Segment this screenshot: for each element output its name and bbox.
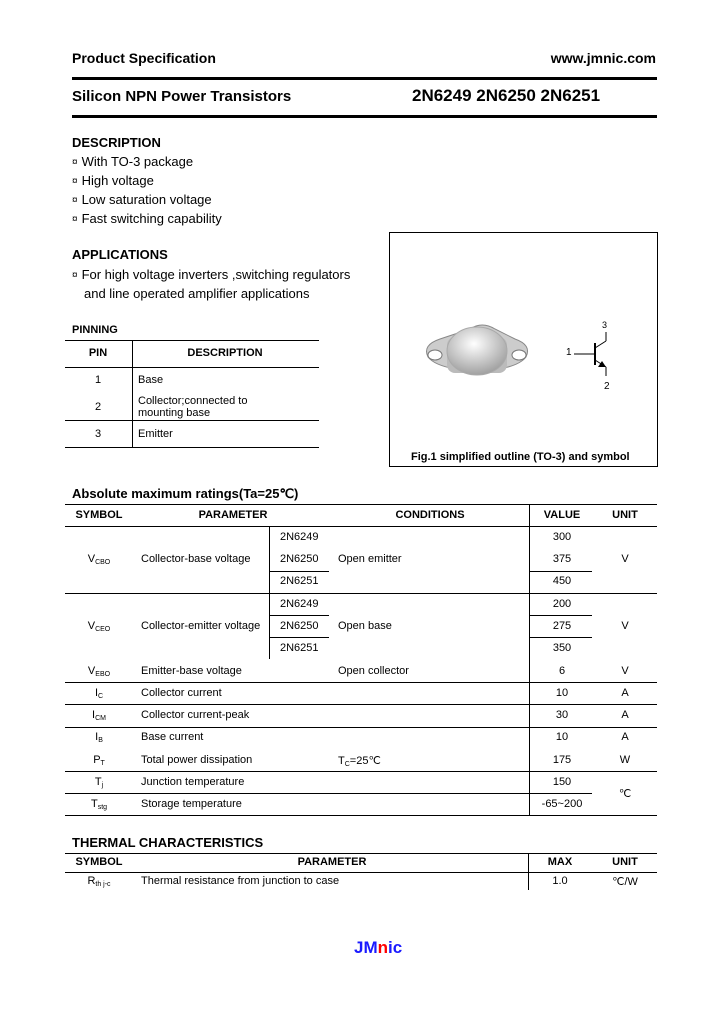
row-rule: [65, 593, 657, 594]
col-unit: UNIT: [612, 509, 638, 521]
figure-caption: Fig.1 simplified outline (TO-3) and symbol: [411, 451, 630, 463]
pin-table-divider: [132, 340, 133, 447]
value-rule: [529, 637, 592, 638]
row-rule: [65, 771, 657, 772]
col-parameter: PARAMETER: [198, 509, 268, 521]
value: -65~200: [541, 798, 583, 810]
pinning-heading: PINNING: [72, 324, 118, 336]
col-symbol: SYMBOL: [75, 509, 123, 521]
param: Storage temperature: [141, 798, 242, 810]
model: 2N6249: [280, 531, 319, 543]
value: 30: [555, 709, 569, 721]
description-item: ¤ High voltage: [72, 173, 154, 188]
pin-table-bottom: [65, 447, 319, 448]
param: Collector-base voltage: [141, 553, 251, 565]
product-spec-label: Product Specification: [72, 50, 216, 66]
logo-j: J: [354, 938, 364, 957]
param: Total power dissipation: [141, 754, 253, 766]
symbol-vcbo: $V_{CBO}$: [87, 553, 111, 566]
pin-table-top: [65, 340, 319, 341]
thermal-col-symbol: SYMBOL: [75, 856, 123, 868]
value: 6: [558, 665, 566, 677]
param: Thermal resistance from junction to case: [141, 875, 340, 887]
value: 375: [552, 553, 572, 565]
pin-number: 2: [94, 401, 102, 413]
condition: Open collector: [338, 665, 409, 677]
symbol-ib: $I_B$: [95, 731, 103, 744]
product-title: Silicon NPN Power Transistors: [72, 88, 292, 105]
model: 2N6250: [280, 620, 319, 632]
ratings-heading: Absolute maximum ratings(Ta=25℃): [72, 486, 299, 501]
param: Collector current: [141, 687, 222, 699]
logo-ic: ic: [388, 938, 403, 957]
pin-col-header: PIN: [88, 347, 108, 359]
value-rule: [529, 571, 592, 572]
description-item: ¤ With TO-3 package: [72, 154, 193, 169]
model-rule: [269, 571, 329, 572]
header-rule: [72, 77, 657, 80]
value: 300: [552, 531, 572, 543]
model: 2N6251: [280, 575, 319, 587]
row-rule: [65, 727, 657, 728]
value: 350: [552, 642, 572, 654]
col-value: VALUE: [543, 509, 581, 521]
condition: Open emitter: [338, 553, 402, 565]
pin-number: 3: [94, 428, 102, 440]
ratings-top-rule: [65, 504, 657, 505]
website-link[interactable]: www.jmnic.com: [550, 50, 656, 66]
model-rule: [269, 615, 329, 616]
unit: V: [621, 620, 629, 632]
applications-item: ¤ For high voltage inverters ,switching regulators: [72, 267, 350, 282]
condition: $T_C=25℃$: [338, 755, 381, 768]
pin-header-rule: [65, 367, 319, 368]
unit: W: [619, 754, 631, 766]
value: 275: [552, 620, 572, 632]
pin-desc-col-header: DESCRIPTION: [187, 347, 263, 359]
param: Junction temperature: [141, 776, 245, 788]
value: 10: [555, 687, 569, 699]
figure-box: [389, 232, 658, 467]
value: 10: [555, 731, 569, 743]
symbol-rth: $R_{th j-c}$: [87, 875, 111, 888]
applications-heading: APPLICATIONS: [72, 247, 168, 262]
value: 1.0: [552, 875, 568, 887]
symbol-vceo: $V_{CEO}$: [87, 620, 111, 633]
col-conditions: CONDITIONS: [395, 509, 465, 521]
applications-item-cont: and line operated amplifier applications: [84, 286, 310, 301]
logo-n: n: [377, 938, 389, 957]
ratings-header-rule: [65, 526, 657, 527]
thermal-col-parameter: PARAMETER: [297, 856, 367, 868]
unit: V: [621, 553, 629, 565]
unit: ℃: [618, 788, 632, 800]
model: 2N6251: [280, 642, 319, 654]
param: Emitter-base voltage: [141, 665, 242, 677]
unit: A: [621, 731, 629, 743]
value: 175: [552, 754, 572, 766]
model-rule: [269, 637, 329, 638]
thermal-heading: THERMAL CHARACTERISTICS: [72, 835, 264, 850]
pin-desc: Collector;connected to: [138, 395, 248, 407]
thermal-col-max: MAX: [547, 856, 573, 868]
description-item: ¤ Fast switching capability: [72, 211, 222, 226]
thermal-header-rule: [65, 872, 657, 873]
row-rule: [65, 682, 657, 683]
pin1-label: 1: [566, 347, 572, 358]
pin-row-rule: [65, 420, 319, 421]
row-rule: [65, 793, 592, 794]
pin-number: 1: [94, 374, 102, 386]
param: Base current: [141, 731, 204, 743]
symbol-pt: $P_T$: [93, 754, 105, 767]
row-rule: [65, 704, 657, 705]
value: 200: [552, 598, 572, 610]
description-item: ¤ Low saturation voltage: [72, 192, 212, 207]
pin2-label: 2: [604, 381, 610, 392]
symbol-tstg: $T_{stg}$: [90, 798, 108, 811]
pin-desc-cont: mounting base: [138, 407, 211, 419]
thermal-col-divider: [528, 853, 529, 890]
condition: Open base: [338, 620, 392, 632]
description-heading: DESCRIPTION: [72, 135, 161, 150]
pin-desc: Emitter: [138, 428, 173, 440]
pin-desc: Base: [138, 374, 164, 386]
symbol-icm: $I_{CM}$: [92, 709, 106, 722]
logo-m: M: [363, 938, 378, 957]
symbol-vebo: $V_{EBO}$: [87, 665, 111, 678]
param: Collector-emitter voltage: [141, 620, 261, 632]
jmnic-logo: [354, 938, 402, 958]
param: Collector current-peak: [141, 709, 250, 721]
title-rule: [72, 115, 657, 118]
thermal-top-rule: [65, 853, 657, 854]
model: 2N6249: [280, 598, 319, 610]
symbol-tj: $T_j$: [94, 776, 104, 789]
value-rule: [529, 615, 592, 616]
ratings-bottom-rule: [65, 815, 657, 816]
value: 150: [552, 776, 572, 788]
to3-package-image: [390, 233, 657, 433]
value: 450: [552, 575, 572, 587]
unit: ℃/W: [612, 876, 638, 888]
unit: V: [621, 665, 629, 677]
unit: A: [621, 687, 629, 699]
part-numbers: 2N6249 2N6250 2N6251: [412, 86, 601, 105]
model: 2N6250: [280, 553, 319, 565]
thermal-col-unit: UNIT: [612, 856, 638, 868]
unit: A: [621, 709, 629, 721]
symbol-ic: $I_C$: [94, 687, 104, 700]
value-col-divider: [529, 504, 530, 815]
pin3-label: 3: [602, 320, 608, 330]
